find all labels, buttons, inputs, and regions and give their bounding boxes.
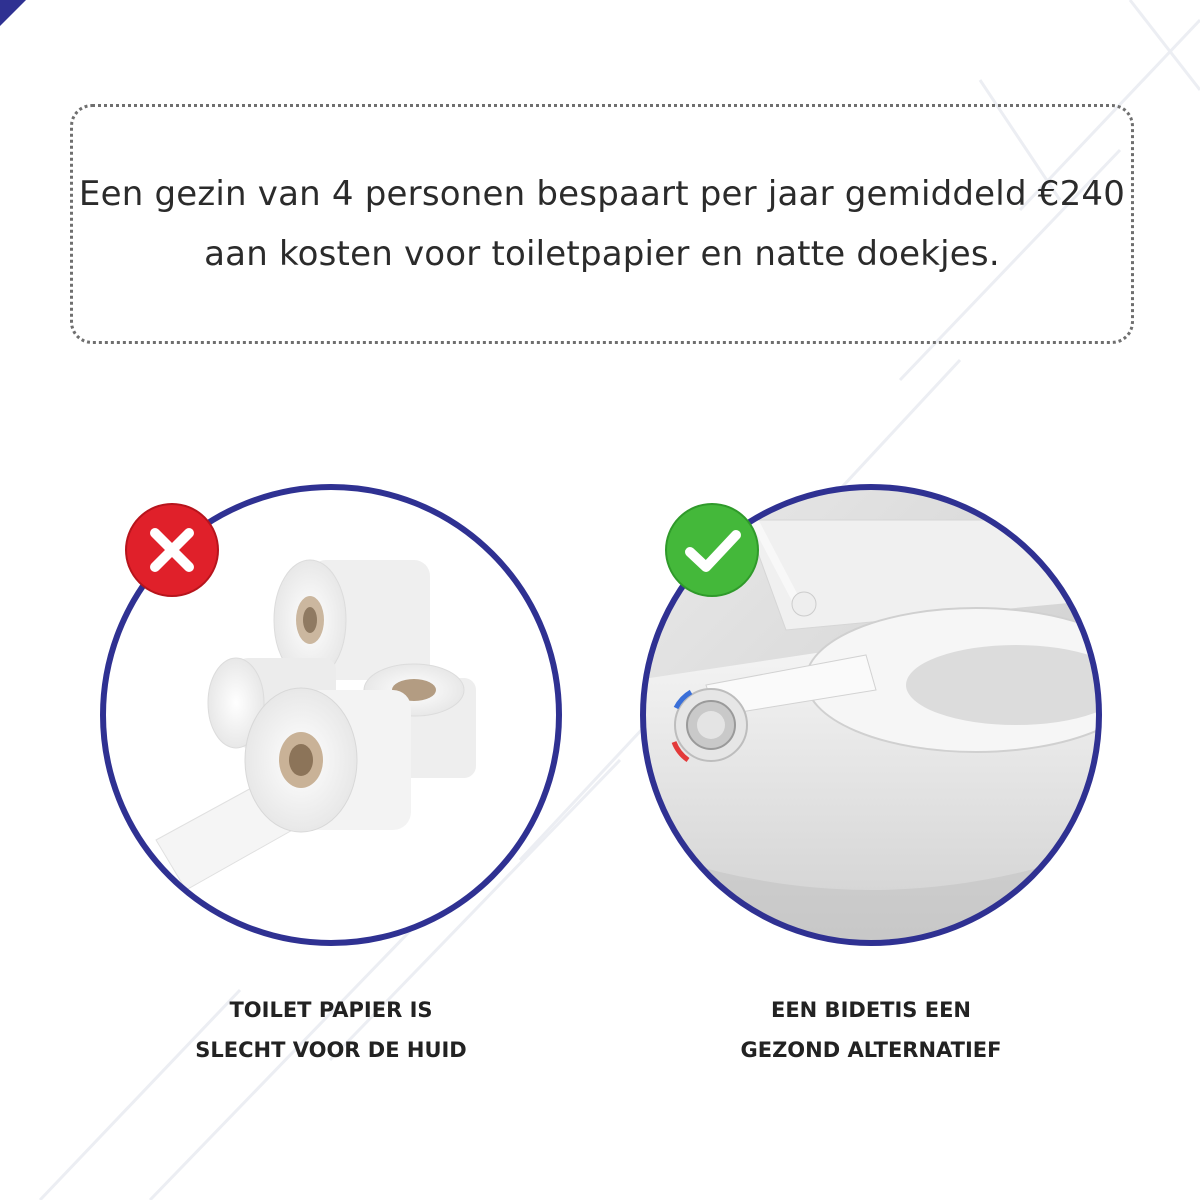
cross-badge <box>124 502 220 598</box>
cross-icon <box>124 502 220 598</box>
check-badge <box>664 502 760 598</box>
bidet-caption-line-2: GEZOND ALTERNATIEF <box>740 1038 1002 1062</box>
savings-info-line-2: aan kosten voor toiletpapier en natte doekjes. <box>204 234 1000 274</box>
corner-accent <box>0 0 26 26</box>
savings-info-text <box>79 164 1125 284</box>
toilet-paper-caption-line-2: SLECHT VOOR DE HUID <box>195 1038 467 1062</box>
savings-info-box <box>70 104 1134 344</box>
savings-info-line-1: Een gezin van 4 personen bespaart per jaar gemiddeld €240 <box>78 174 1126 214</box>
checkmark-icon <box>664 502 760 598</box>
toilet-paper-caption-line-1: TOILET PAPIER IS <box>229 998 433 1022</box>
bidet-panel <box>636 480 1106 950</box>
bidet-caption-line-1: EEN BIDETIS EEN <box>770 998 971 1022</box>
toilet-paper-caption <box>96 990 566 1070</box>
toilet-paper-panel <box>96 480 566 950</box>
bidet-caption <box>636 990 1106 1070</box>
